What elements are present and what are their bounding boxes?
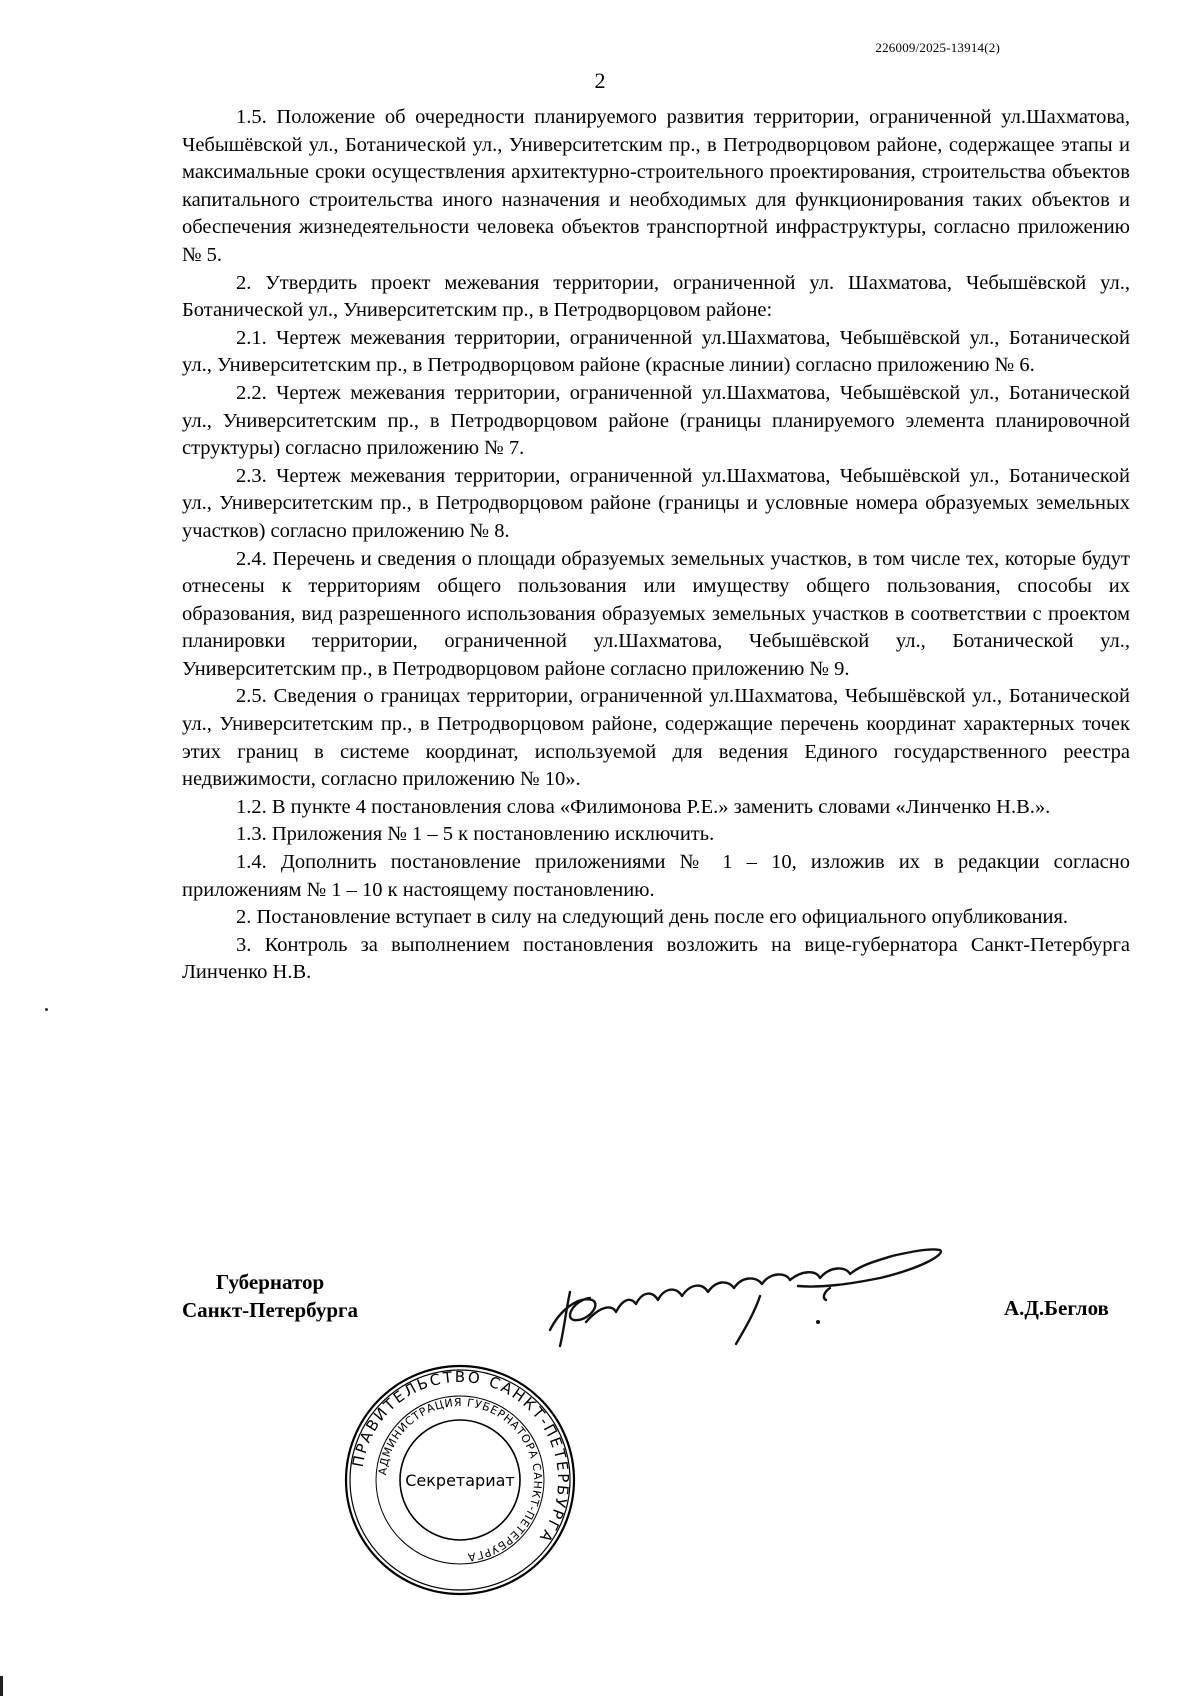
page-number: 2 (594, 68, 606, 93)
handwritten-signature (530, 1230, 950, 1350)
stamp-center-text: Секретариат (405, 1471, 515, 1490)
paragraph-2-1: 2.1. Чертеж межевания территории, ограниченной ул.Шахматова, Чебышёвской ул., Ботанической ул., Университетским пр., в Петродворцовом районе (красные линии) согласно приложению № 6. (182, 326, 1130, 377)
paragraph-2-5: 2.5. Сведения о границах территории, ограниченной ул.Шахматова, Чебышёвской ул., Ботанической ул., Университетским пр., в Петродворцовом районе, содержащие перечень координат характерных точек этих границ в системе координат, используемой для ведения Единого государственного реестра недвижимости, согласно приложению № 10». (182, 685, 1130, 791)
svg-text:ПРАВИТЕЛЬСТВО САНКТ-ПЕТЕРБУРГА: ПРАВИТЕЛЬСТВО САНКТ-ПЕТЕРБУРГА (348, 1367, 573, 1548)
signatory-title (182, 1268, 358, 1324)
paragraph-1-2: 1.2. В пункте 4 постановления слова «Филимонова Р.Е.» заменить словами «Линченко Н.В.». (236, 795, 1051, 818)
paragraph-1-3: 1.3. Приложения № 1 – 5 к постановлению исключить. (236, 823, 715, 846)
paragraph-1-5: 1.5. Положение об очередности планируемого развития территории, ограниченной ул.Шахматова, Чебышёвской ул., Ботанической ул., Университетским пр., в Петродворцовом районе, содержащее этапы и максимальные сроки осуществления архитектурно-строительного проектирования, строительства объектов капитального строительства иного назначения и необходимых для функционирования таких объектов и обеспечения жизнедеятельности человека объектов транспортной инфраструктуры, согласно приложению № 5. (182, 106, 1130, 266)
paragraph-2-3: 2.3. Чертеж межевания территории, ограниченной ул.Шахматова, Чебышёвской ул., Ботанической ул., Университетским пр., в Петродворцовом районе (границы и условные номера образуемых земельных участков) согласно приложению № 8. (182, 464, 1130, 542)
scan-artifact-edge (0, 1676, 3, 1696)
paragraph-1-4: 1.4. Дополнить постановление приложениями № 1 – 10, изложив их в редакции согласно приложениям № 1 – 10 к настоящему постановлению. (182, 851, 1130, 901)
paragraph-2-4: 2.4. Перечень и сведения о площади образуемых земельных участков, в том числе тех, которые будут отнесены к территориям общего пользования или имуществу общего пользования, способы их образования, вид разрешенного использования образуемых земельных участков в соответствии с проектом планировки территории, ограниченной ул.Шахматова, Чебышёвской ул., Ботанической ул., Университетским пр., в Петродворцовом районе согласно приложению № 9. (182, 547, 1130, 680)
signatory-title-line1: Губернатор (215, 1270, 325, 1294)
scan-artifact-dot (45, 1008, 48, 1011)
document-registration-number: 226009/2025-13914(2) (875, 40, 1000, 55)
paragraph-2-2: 2.2. Чертеж межевания территории, ограниченной ул.Шахматова, Чебышёвской ул., Ботанической ул., Университетским пр., в Петродворцовом районе (границы планируемого элемента планировочной структуры) согласно приложению № 7. (182, 381, 1130, 460)
signature-block (0, 1260, 1200, 1640)
official-seal-stamp (340, 1360, 580, 1600)
paragraph-effective: 2. Постановление вступает в силу на следующий день после его официального опубликования. (236, 906, 1069, 929)
signatory-name: А.Д.Беглов (1004, 1296, 1109, 1320)
document-body (182, 104, 1130, 987)
paragraph-2: 2. Утвердить проект межевания территории, ограниченной ул. Шахматова, Чебышёвской ул., Ботанической ул., Университетским пр., в Петродворцовом районе: (182, 271, 1130, 322)
paragraph-control: 3. Контроль за выполнением постановления возложить на вице-губернатора Санкт-Петербурга Линченко Н.В. (182, 933, 1130, 984)
svg-text:АДМИНИСТРАЦИЯ ГУБЕРНАТОРА САНК: АДМИНИСТРАЦИЯ ГУБЕРНАТОРА САНКТ-ПЕТЕРБУРГА (376, 1395, 545, 1564)
signatory-title-line2: Санкт-Петербурга (182, 1298, 359, 1322)
